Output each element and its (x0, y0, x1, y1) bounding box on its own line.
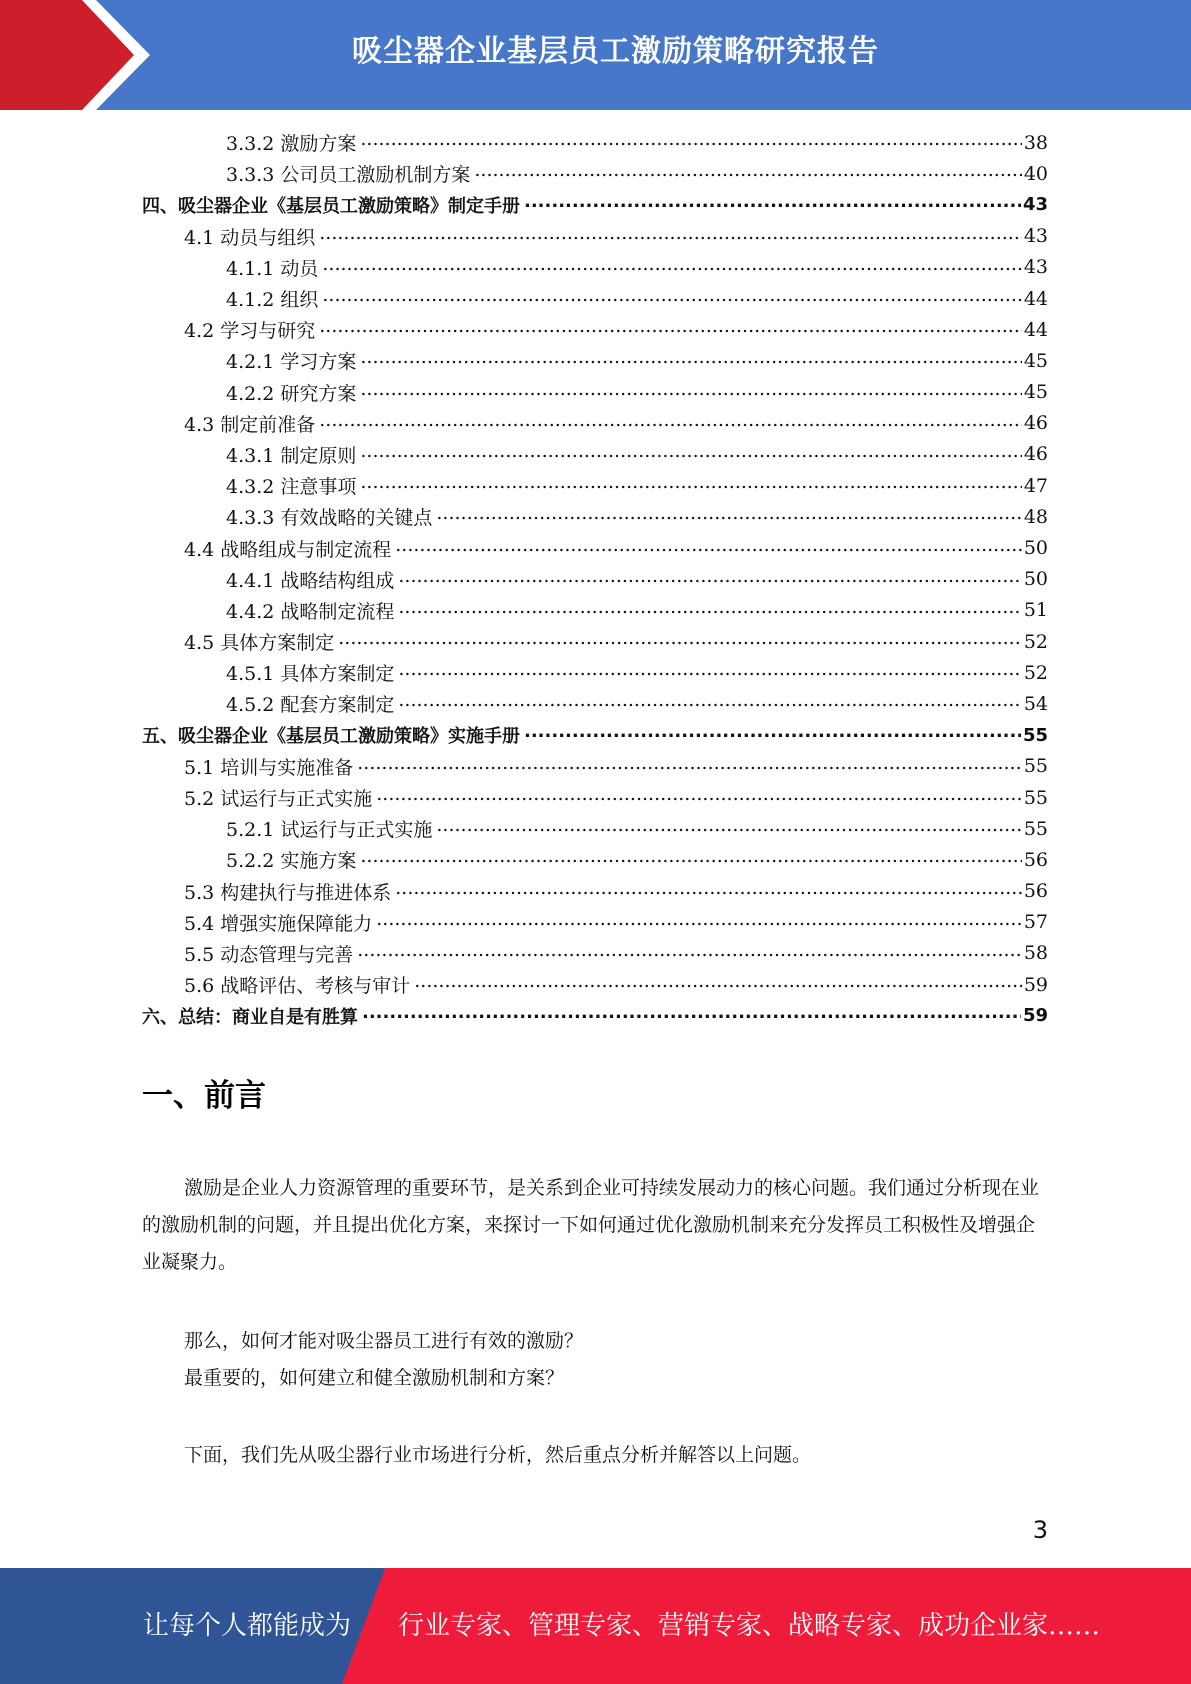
toc-entry-label: 5.2.1 试运行与正式实施 (226, 819, 433, 842)
toc-leader-dots (436, 819, 1021, 838)
header-arrow-decoration (0, 0, 160, 110)
toc-leader-dots (436, 507, 1021, 526)
toc-leader-dots (395, 882, 1022, 901)
toc-entry-page: 51 (1023, 599, 1048, 622)
toc-entry-label: 五、吸尘器企业《基层员工激励策略》实施手册 (142, 726, 520, 748)
toc-entry-page: 55 (1023, 786, 1048, 809)
toc-entry[interactable] (142, 657, 1048, 688)
closing-paragraph: 下面，我们先从吸尘器行业市场进行分析，然后重点分析并解答以上问题。 (184, 1444, 812, 1466)
toc-entry-page: 43 (1023, 225, 1048, 248)
toc-entry-label: 4.3 制定前准备 (184, 413, 316, 436)
toc-entry[interactable] (142, 844, 1048, 875)
toc-entry-label: 5.4 增强实施保障能力 (184, 912, 373, 935)
toc-entry-label: 4.4 战略组成与制定流程 (184, 538, 392, 561)
toc-entry[interactable] (142, 876, 1048, 907)
toc-entry-page: 50 (1023, 568, 1048, 591)
toc-entry-label: 5.2 试运行与正式实施 (184, 788, 373, 811)
toc-entry-page: 57 (1023, 911, 1048, 934)
toc-leader-dots (398, 694, 1021, 713)
toc-leader-dots (360, 383, 1021, 402)
toc-entry-page: 45 (1023, 381, 1048, 404)
toc-entry[interactable] (142, 720, 1048, 751)
toc-entry[interactable] (142, 439, 1048, 470)
toc-leader-dots (376, 788, 1022, 807)
toc-entry[interactable] (142, 501, 1048, 532)
toc-entry-page: 45 (1023, 349, 1048, 372)
toc-entry-page: 47 (1023, 474, 1048, 497)
toc-entry[interactable] (142, 377, 1048, 408)
toc-entry[interactable] (142, 189, 1048, 220)
toc-entry-page: 59 (1023, 973, 1048, 996)
toc-entry[interactable] (142, 564, 1048, 595)
toc-entry[interactable] (142, 1000, 1048, 1031)
section-heading: 一、前言 (142, 1078, 266, 1114)
toc-entry-label: 4.5.2 配套方案制定 (226, 694, 395, 717)
toc-entry-page: 56 (1023, 880, 1048, 903)
toc-entry-label: 5.3 构建执行与推进体系 (184, 881, 392, 904)
toc-entry-label: 5.5 动态管理与完善 (184, 943, 354, 966)
toc-leader-dots (322, 258, 1021, 277)
toc-entry-label: 4.3.3 有效战略的关键点 (226, 507, 433, 530)
toc-entry-label: 4.2 学习与研究 (184, 320, 316, 343)
toc-leader-dots (360, 351, 1021, 370)
toc-entry[interactable] (142, 626, 1048, 657)
toc-entry[interactable] (142, 408, 1048, 439)
footer-slogan-right: 行业专家、管理专家、营销专家、战略专家、成功企业家…… (398, 1611, 1101, 1641)
toc-leader-dots (357, 944, 1022, 963)
toc-entry-page: 50 (1023, 537, 1048, 560)
intro-paragraph: 激励是企业人力资源管理的重要环节，是关系到企业可持续发展动力的核心问题。我们通过分析现在业的激励机制的问题，并且提出优化方案，来探讨一下如何通过优化激励机制来充分发挥员工积极性及增强企业凝聚力。 (142, 1177, 1040, 1273)
toc-entry-page: 52 (1023, 630, 1048, 653)
toc-entry[interactable] (142, 782, 1048, 813)
toc-entry[interactable] (142, 595, 1048, 626)
toc-entry[interactable] (142, 470, 1048, 501)
toc-entry-label: 四、吸尘器企业《基层员工激励策略》制定手册 (142, 195, 520, 217)
toc-entry-page: 44 (1023, 318, 1048, 341)
toc-entry-page: 58 (1023, 942, 1048, 965)
question-block (142, 1323, 1048, 1397)
toc-entry-page: 40 (1023, 162, 1048, 185)
toc-leader-dots (360, 133, 1021, 152)
toc-entry[interactable] (142, 221, 1048, 252)
toc-entry-label: 4.3.2 注意事项 (226, 476, 357, 499)
toc-leader-dots (319, 227, 1022, 246)
toc-leader-dots (322, 289, 1021, 308)
toc-leader-dots (395, 539, 1022, 558)
toc-leader-dots (474, 164, 1021, 183)
toc-leader-dots (398, 601, 1021, 620)
toc-entry-page: 56 (1023, 848, 1048, 871)
toc-leader-dots (524, 196, 1021, 214)
toc-leader-dots (414, 975, 1022, 994)
toc-entry-label: 3.3.3 公司员工激励机制方案 (226, 164, 471, 187)
page-footer (0, 1568, 1191, 1684)
toc-entry-page: 59 (1022, 1005, 1048, 1027)
question-line: 那么，如何才能对吸尘器员工进行有效的激励？ (184, 1330, 584, 1352)
toc-entry[interactable] (142, 969, 1048, 1000)
toc-entry[interactable] (142, 688, 1048, 719)
toc-entry-page: 55 (1023, 817, 1048, 840)
toc-leader-dots (376, 913, 1022, 932)
toc-entry[interactable] (142, 813, 1048, 844)
toc-leader-dots (524, 726, 1021, 744)
report-title: 吸尘器企业基层员工激励策略研究报告 (352, 34, 879, 69)
toc-leader-dots (319, 320, 1022, 339)
toc-entry-page: 48 (1023, 505, 1048, 528)
toc-entry-label: 4.4.2 战略制定流程 (226, 600, 395, 623)
toc-entry-label: 六、总结：商业自是有胜算 (142, 1006, 358, 1028)
toc-leader-dots (360, 476, 1021, 495)
toc-entry-label: 5.2.2 实施方案 (226, 850, 357, 873)
toc-entry-page: 46 (1023, 443, 1048, 466)
toc-leader-dots (362, 1007, 1021, 1025)
toc-entry-label: 4.1 动员与组织 (184, 226, 316, 249)
toc-entry-label: 4.2.1 学习方案 (226, 351, 357, 374)
toc-entry-label: 4.5 具体方案制定 (184, 632, 335, 655)
page-number: 3 (1032, 1516, 1048, 1544)
toc-leader-dots (319, 414, 1022, 433)
toc-entry[interactable] (142, 532, 1048, 563)
question-line: 最重要的，如何建立和健全激励机制和方案？ (184, 1367, 565, 1389)
toc-entry-label: 4.5.1 具体方案制定 (226, 663, 395, 686)
toc-entry-label: 4.3.1 制定原则 (226, 444, 357, 467)
toc-entry-page: 44 (1023, 287, 1048, 310)
toc-entry-label: 3.3.2 激励方案 (226, 133, 357, 156)
toc-entry-page: 55 (1023, 755, 1048, 778)
toc-entry[interactable] (142, 751, 1048, 782)
toc-entry-page: 43 (1022, 194, 1048, 216)
toc-leader-dots (357, 757, 1022, 776)
toc-leader-dots (360, 850, 1021, 869)
toc-entry[interactable] (142, 283, 1048, 314)
toc-entry[interactable] (142, 158, 1048, 189)
toc-entry-page: 38 (1023, 131, 1048, 154)
toc-entry[interactable] (142, 907, 1048, 938)
toc-leader-dots (398, 663, 1021, 682)
page-header (0, 0, 1191, 110)
toc-entry[interactable] (142, 938, 1048, 969)
toc-entry[interactable] (142, 345, 1048, 376)
toc-leader-dots (360, 445, 1021, 464)
toc-entry-label: 4.2.2 研究方案 (226, 382, 357, 405)
toc-entry-label: 4.4.1 战略结构组成 (226, 569, 395, 592)
toc-leader-dots (338, 632, 1022, 651)
toc-entry[interactable] (142, 252, 1048, 283)
toc-entry-label: 5.1 培训与实施准备 (184, 756, 354, 779)
toc-entry-label: 4.1.2 组织 (226, 289, 319, 312)
toc-entry-label: 4.1.1 动员 (226, 257, 319, 280)
toc-entry-page: 55 (1022, 724, 1048, 746)
footer-slogan-left: 让每个人都能成为 (143, 1611, 352, 1641)
table-of-contents (142, 127, 1048, 1031)
toc-leader-dots (398, 570, 1021, 589)
toc-entry-page: 43 (1023, 256, 1048, 279)
toc-entry[interactable] (142, 127, 1048, 158)
toc-entry-page: 46 (1023, 412, 1048, 435)
toc-entry[interactable] (142, 314, 1048, 345)
toc-entry-label: 5.6 战略评估、考核与审计 (184, 975, 411, 998)
toc-entry-page: 54 (1023, 692, 1048, 715)
toc-entry-page: 52 (1023, 661, 1048, 684)
